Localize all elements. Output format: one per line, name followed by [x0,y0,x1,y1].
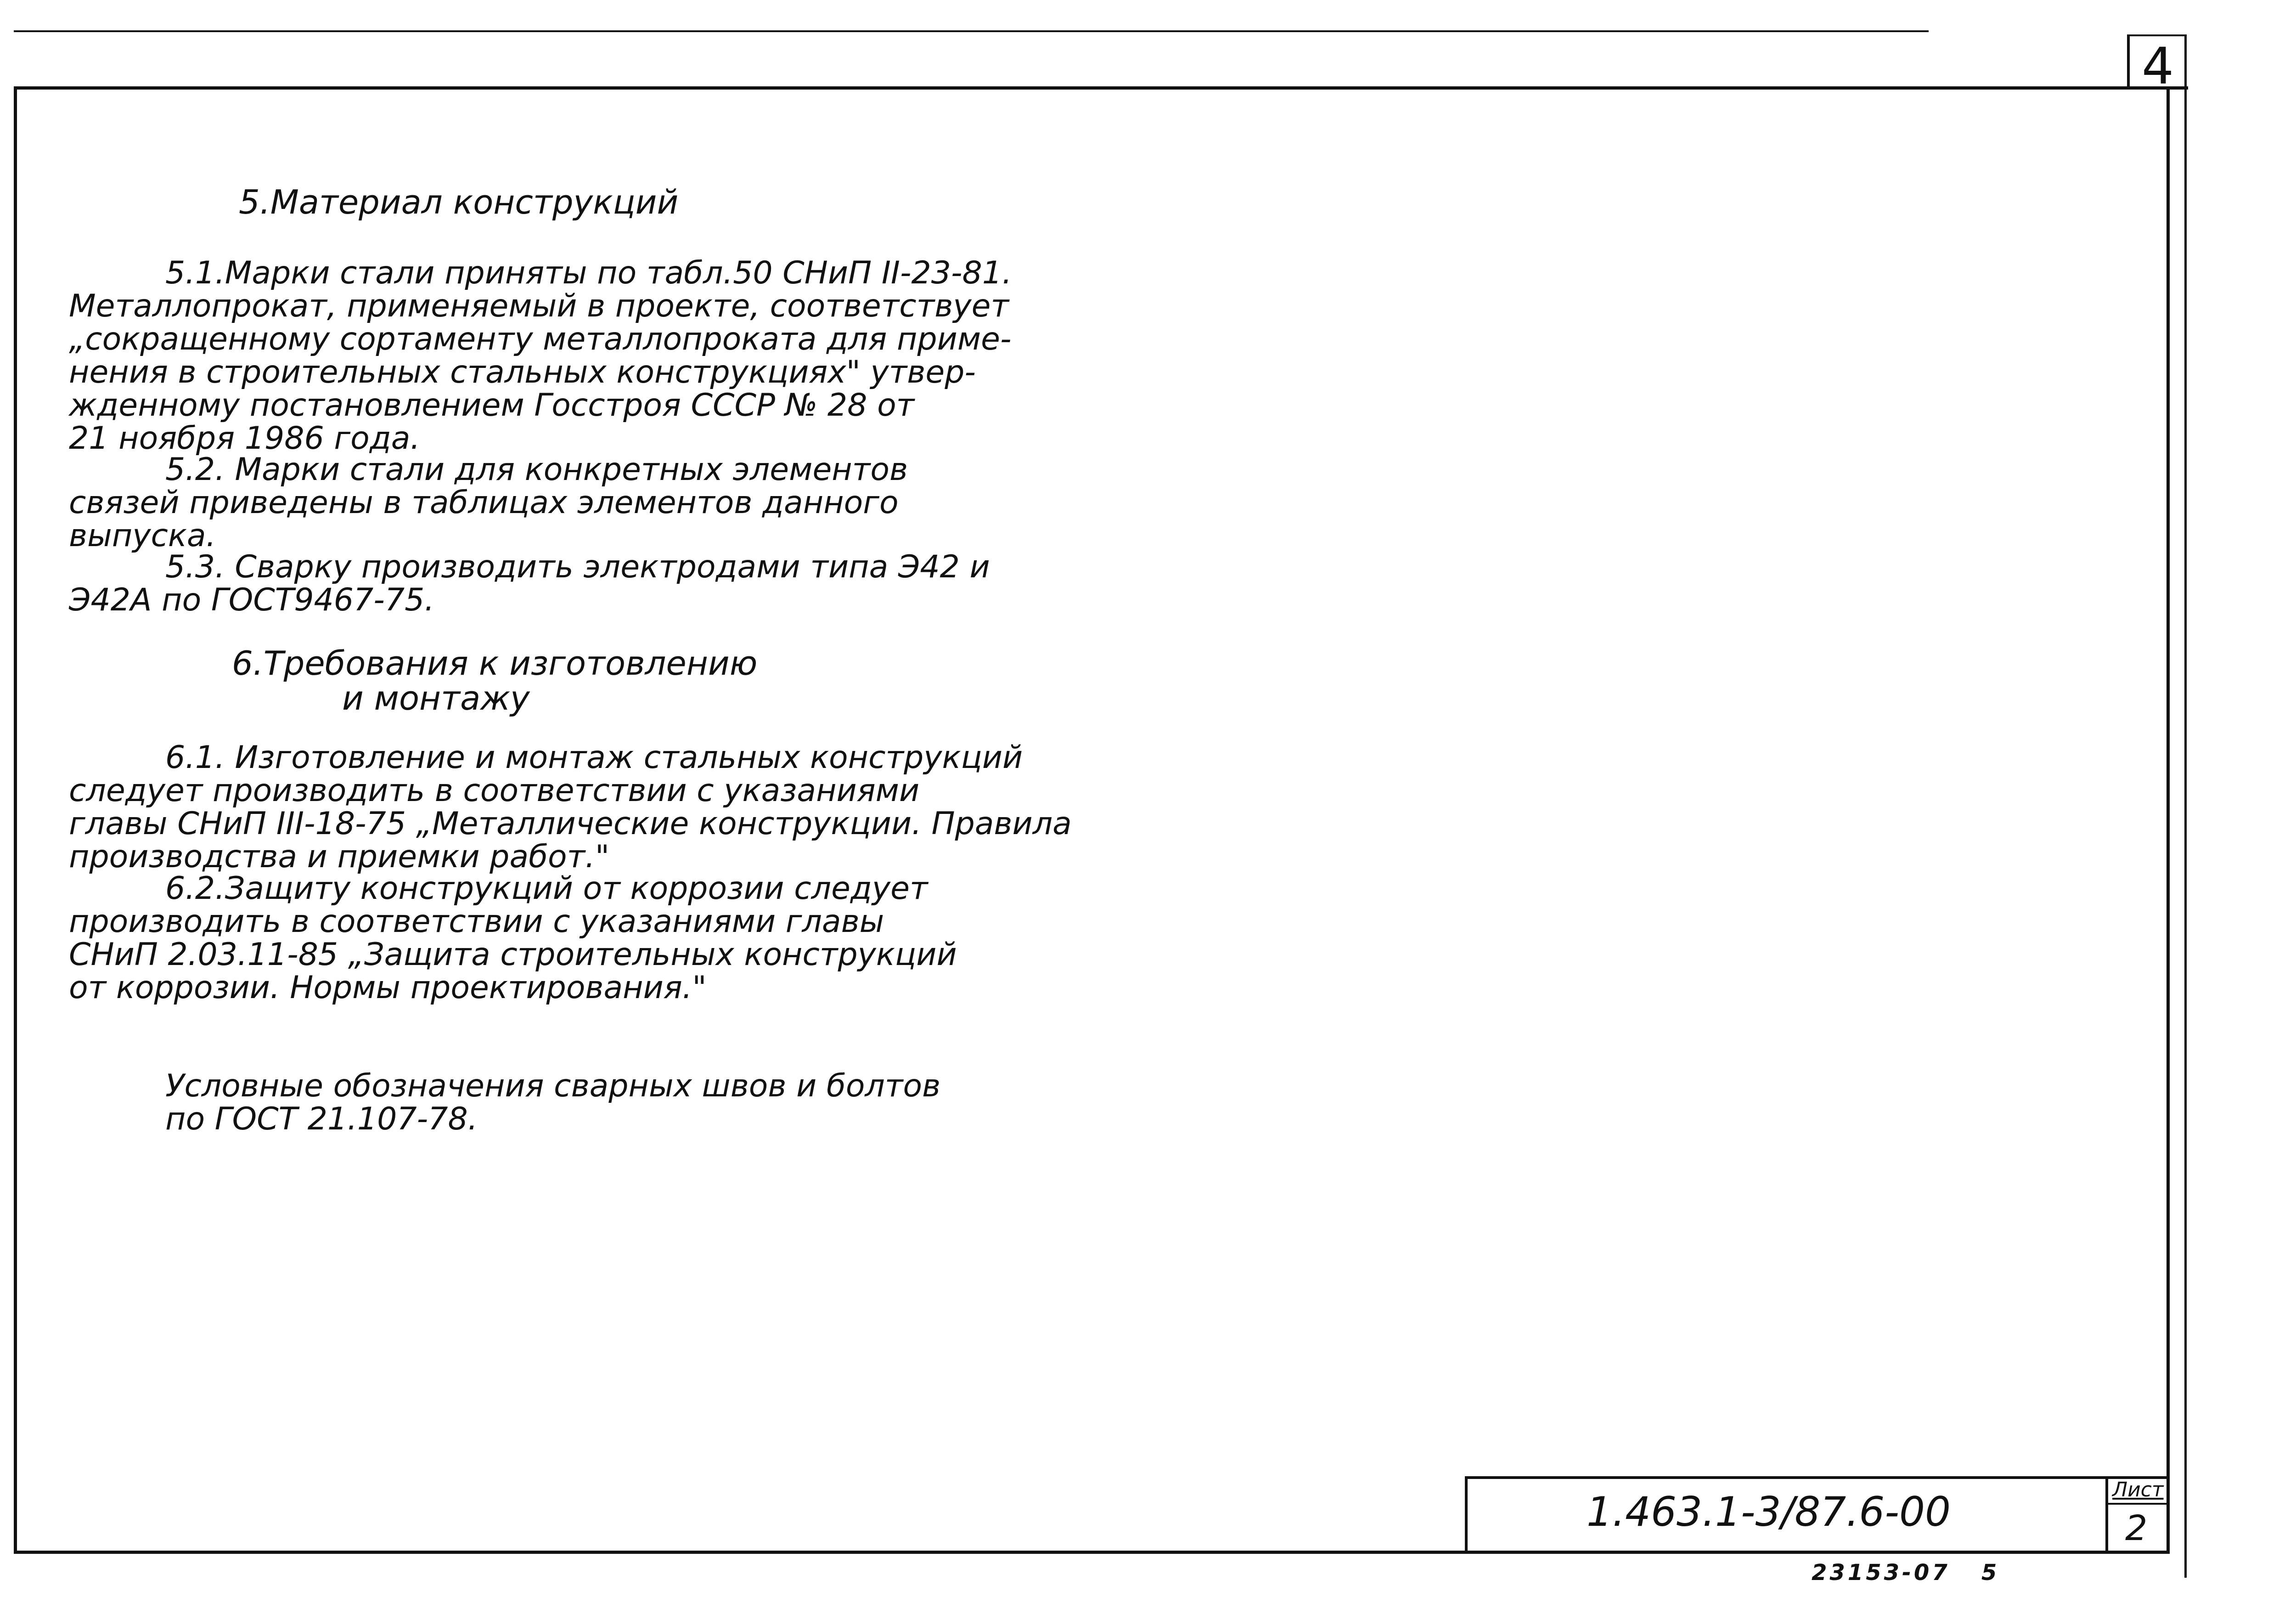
frame-left [14,86,17,1554]
section6-line: 6.2.Защиту конструкций от коррозии следует [165,870,928,907]
note-line: по ГОСТ 21.107-78. [165,1101,478,1137]
section6-line: от коррозии. Нормы проектирования." [69,970,707,1006]
section5-line: связей приведены в таблицах элементов данного [69,485,899,521]
corner-box-top [2127,34,2187,36]
sheet-number: 2 [2125,1507,2148,1548]
section5-line: Э42А по ГОСТ9467-75. [69,582,434,618]
section6-line: СНиП 2.03.11-85 „Защита строительных конструкций [69,937,957,973]
section5-line: 5.3. Сварку производить электродами типа Э42 и [165,549,990,585]
section5-line: выпуска. [69,518,216,554]
sheet-label: Лист [2112,1478,2164,1501]
archive-number: 23153-07 5 [1812,1560,2000,1586]
section6-line: 6.1. Изготовление и монтаж стальных конструкций [165,739,1023,776]
section5-heading: 5.Материал конструкций [239,183,679,221]
section5-line: 5.1.Марки стали приняты по табл.50 СНиП II-23-81. [165,255,1012,291]
frame-bottom [14,1551,2170,1554]
section5-line: нения в строительных стальных конструкциях" утвер- [69,354,976,390]
sheet-label-divider [2105,1503,2170,1505]
corner-sheet-number: 4 [2142,37,2174,96]
section6-heading: 6.Требования к изготовлению [232,644,758,683]
section6-heading-continued: и монтажу [342,679,530,717]
frame-right [2167,86,2170,1554]
title-block-top [1465,1476,2170,1479]
section6-line: следует производить в соответствии с указаниями [69,773,920,809]
section5-line: „сокращенному сортаменту металлопроката для приме- [69,321,1012,357]
frame-top [14,86,2188,90]
section5-line: Металлопрокат, применяемый в проекте, соответствует [69,288,1009,324]
section5-line: 21 ноября 1986 года. [69,420,421,457]
corner-box-left [2127,34,2130,89]
section6-line: производства и приемки работ." [69,839,610,875]
section5-line: жденному постановлением Госстроя СССР № 28 от [69,387,915,423]
title-block-divider [2105,1476,2108,1554]
section5-line: 5.2. Марки стали для конкретных элементов [165,451,908,488]
top-edge-line [14,30,1929,32]
document-code: 1.463.1-3/87.6-00 [1587,1488,1951,1535]
section6-line: главы СНиП III-18-75 „Металлические конструкции. Правила [69,806,1072,842]
section6-line: производить в соответствии с указаниями главы [69,903,884,940]
outer-right-edge [2184,34,2187,1578]
title-block-left [1465,1476,1468,1554]
note-line: Условные обозначения сварных швов и болтов [165,1068,941,1104]
